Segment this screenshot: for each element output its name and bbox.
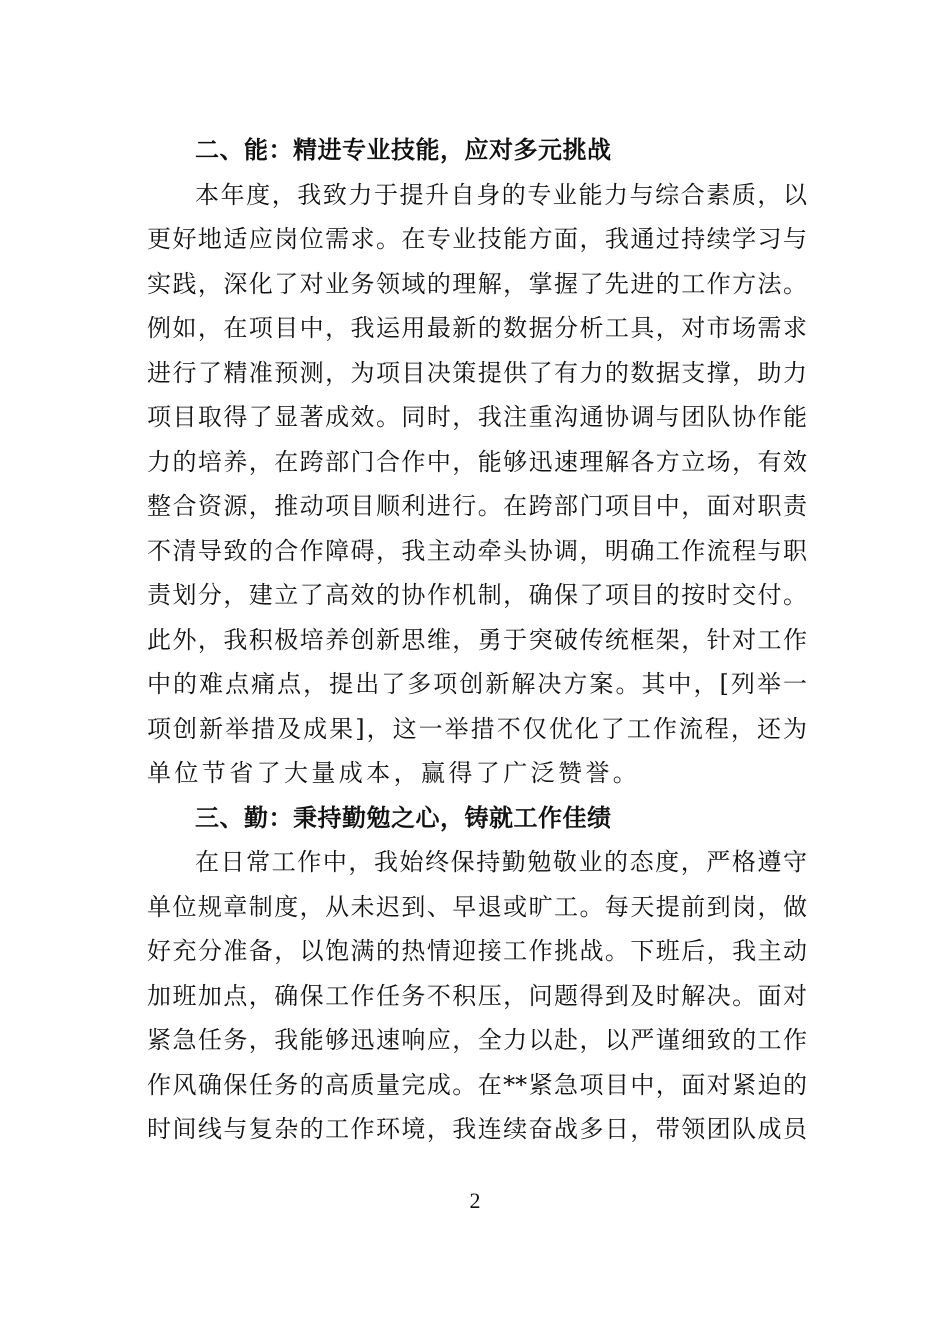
paragraph-line: 在日常工作中，我始终保持勤勉敬业的态度，严格遵守 [195, 848, 807, 876]
paragraph-line: 更好地适应岗位需求。在专业技能方面，我通过持续学习与 [147, 225, 807, 253]
paragraph-line: 此外，我积极培养创新思维，勇于突破传统框架，针对工作 [147, 625, 807, 654]
paragraph-line: 加班加点，确保工作任务不积压，问题得到及时解决。面对 [147, 981, 807, 1010]
paragraph-line: 实践，深化了对业务领域的理解，掌握了先进的工作方法。 [147, 269, 807, 298]
paragraph-line: 进行了精准预测，为项目决策提供了有力的数据支撑，助力 [147, 358, 807, 387]
paragraph-line: 责划分，建立了高效的协作机制，确保了项目的按时交付。 [147, 581, 807, 609]
paragraph-line: 单位节省了大量成本，赢得了广泛赞誉。 [147, 759, 641, 787]
paragraph-line: 力的培养，在跨部门合作中，能够迅速理解各方立场，有效 [147, 447, 807, 476]
paragraph-line: 紧急任务，我能够迅速响应，全力以赴，以严谨细致的工作 [147, 1026, 807, 1054]
section-heading-neng: 二、能：精进专业技能，应对多元挑战 [195, 136, 612, 164]
paragraph-line: 本年度，我致力于提升自身的专业能力与综合素质，以 [195, 180, 807, 209]
paragraph-line: 不清导致的合作障碍，我主动牵头协调，明确工作流程与职 [147, 536, 807, 565]
paragraph-line: 好充分准备，以饱满的热情迎接工作挑战。下班后，我主动 [147, 937, 807, 965]
paragraph-line: 项目取得了显著成效。同时，我注重沟通协调与团队协作能 [147, 403, 807, 431]
paragraph-line: 单位规章制度，从未迟到、早退或旷工。每天提前到岗，做 [147, 892, 807, 921]
paragraph-line: 整合资源，推动项目顺利进行。在跨部门项目中，面对职责 [147, 492, 807, 520]
paragraph-line: 时间线与复杂的工作环境，我连续奋战多日，带领团队成员 [147, 1115, 807, 1143]
paragraph-line: 项创新举措及成果]，这一举措不仅优化了工作流程，还为 [147, 714, 807, 743]
paragraph-line: 中的难点痛点，提出了多项创新解决方案。其中，[列举一 [147, 670, 807, 698]
document-body [147, 128, 807, 1152]
paragraph-line: 作风确保任务的高质量完成。在**紧急项目中，面对紧迫的 [147, 1070, 807, 1099]
page-number: 2 [469, 1188, 481, 1213]
section-heading-qin: 三、勤：秉持勤勉之心，铸就工作佳绩 [195, 803, 612, 832]
paragraph-line: 例如，在项目中，我运用最新的数据分析工具，对市场需求 [147, 314, 807, 342]
